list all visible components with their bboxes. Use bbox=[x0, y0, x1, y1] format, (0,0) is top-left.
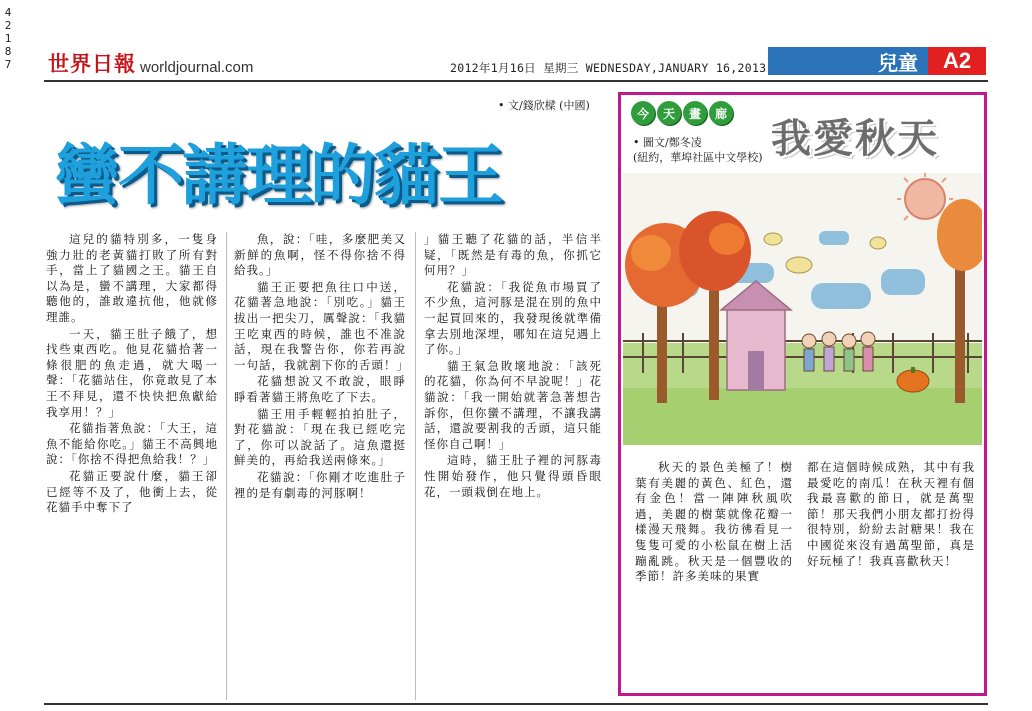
paragraph: 花貓正要說什麼，貓王卻已經等不及了，他衝上去，從花貓手中奪下了 bbox=[46, 468, 218, 515]
dateline: 2012年1月16日 星期三 WEDNESDAY,JANUARY 16,2013 bbox=[450, 61, 767, 75]
paragraph: 貓王正要把魚往口中送，花貓著急地說：「別吃。」貓王拔出一把尖刀，厲聲說：「我貓王吃東西的時候，誰也不准說話，現在我警告你，你若再說一句話，我就割下你的舌頭！」 bbox=[234, 279, 409, 372]
gallery-banner bbox=[631, 101, 733, 125]
child-drawing-autumn bbox=[623, 173, 982, 445]
article-column-1 bbox=[46, 232, 218, 702]
page-code-digit: 8 bbox=[4, 45, 12, 58]
article-column-3 bbox=[424, 232, 602, 702]
banner-char: 今 bbox=[631, 101, 655, 125]
section-bar bbox=[768, 47, 986, 75]
masthead-url: worldjournal.com bbox=[140, 59, 254, 76]
banner-char: 天 bbox=[657, 101, 681, 125]
paragraph: 花貓指著魚說：「大王，這魚不能給你吃。」貓王不高興地說：「你捨不得把魚給我！？」 bbox=[46, 421, 218, 467]
poem-text: 都在這個時候成熟，其中有我最愛吃的南瓜！在秋天裡有個我最喜歡的節日，就是萬聖節！那天我們小朋友都打扮得很特別，紛紛去討糖果！我在中國從來沒有過萬聖節，真是好玩極了！我真喜歡秋天！ bbox=[807, 460, 975, 568]
column-divider bbox=[226, 232, 227, 700]
page-code-digit: 1 bbox=[4, 32, 12, 45]
paragraph: 這兒的貓特別多，一隻身強力壯的老黃貓打敗了所有對手，當上了貓國之王。貓王自以為是，蠻不講理，大家都得聽他的，誰敢違抗他，他就修理誰。 bbox=[46, 232, 218, 324]
banner-char: 廊 bbox=[709, 101, 733, 125]
poem-text: 秋天的景色美極了！樹葉有美麗的黃色、紅色，還有金色！當一陣陣秋風吹過，美麗的樹葉就像花瓣一樣漫天飛舞。我彷彿看見一隻隻可愛的小松鼠在樹上活蹦亂跳。秋天是一個豐收的季節！許多美味的果實 bbox=[635, 460, 793, 584]
page-code-digit: 2 bbox=[4, 19, 12, 32]
paragraph: 花貓說：「我從魚市場買了不少魚，這河豚是混在別的魚中一起買回來的，我發現後就準備拿去別地深埋，哪知在這兒遇上了你。」 bbox=[424, 279, 602, 357]
paragraph: 」貓王聽了花貓的話，半信半疑，「既然是有毒的魚，你抓它何用？」 bbox=[424, 232, 602, 278]
paragraph: 花貓說：「你剛才吃進肚子裡的是有劇毒的河豚啊！ bbox=[234, 469, 406, 500]
masthead-logo: 世界日報 bbox=[48, 51, 136, 76]
credit-school: (紐約，華埠社區中文學校) bbox=[633, 151, 763, 164]
page-code-digit: 4 bbox=[4, 6, 12, 19]
poem-column-1 bbox=[635, 460, 793, 585]
article-headline: 蠻不講理的貓王 bbox=[54, 137, 502, 214]
drawing-credit bbox=[633, 135, 763, 165]
gallery-feature-box bbox=[618, 92, 987, 696]
section-name: 兒童 bbox=[878, 50, 918, 75]
page-code bbox=[2, 6, 14, 71]
paragraph: 貓王用手輕輕拍拍肚子，對花貓說：「現在我已經吃完了，你可以說話了。這魚還挺鮮美的，再給我送兩條來。」 bbox=[234, 406, 406, 468]
article-byline: • 文/錢欣樑 (中國) bbox=[498, 99, 590, 112]
article-column-2 bbox=[234, 232, 409, 702]
paragraph: 一天，貓王肚子餓了，想找些東西吃。他見花貓拾著一條很肥的魚走過，就大喝一聲：「花貓站住，你竟敢見了本王不拜見，還不快快把魚獻給我享用！？」 bbox=[46, 326, 218, 419]
page-code-digit: 7 bbox=[4, 58, 12, 71]
paragraph: 花貓想說又不敢說，眼睜睜看著貓王將魚吃了下去。 bbox=[234, 374, 406, 404]
poem-column-2 bbox=[807, 460, 975, 569]
bottom-rule bbox=[44, 703, 988, 705]
credit-author: • 圖文/鄭冬凌 bbox=[633, 136, 702, 149]
banner-char: 畫 bbox=[683, 101, 707, 125]
header-rule bbox=[44, 80, 988, 82]
feature-title: 我愛秋天 bbox=[771, 116, 939, 162]
masthead bbox=[48, 50, 253, 78]
paragraph: 這時，貓王肚子裡的河豚毒性開始發作，他只覺得頭昏眼花，一頭栽倒在地上。 bbox=[424, 453, 602, 499]
paragraph: 魚，說：「哇，多麼肥美又新鮮的魚啊，怪不得你捨不得給我。」 bbox=[234, 232, 406, 278]
paragraph: 貓王氣急敗壞地說：「該死的花貓，你為何不早說呢！」花貓說：「我一開始就著急著想告訴你，但你蠻不講理，不讓我講話，還說要割我的舌頭，這只能怪你自己啊！」 bbox=[424, 358, 602, 451]
column-divider bbox=[415, 232, 416, 700]
page-number: A2 bbox=[928, 47, 986, 75]
